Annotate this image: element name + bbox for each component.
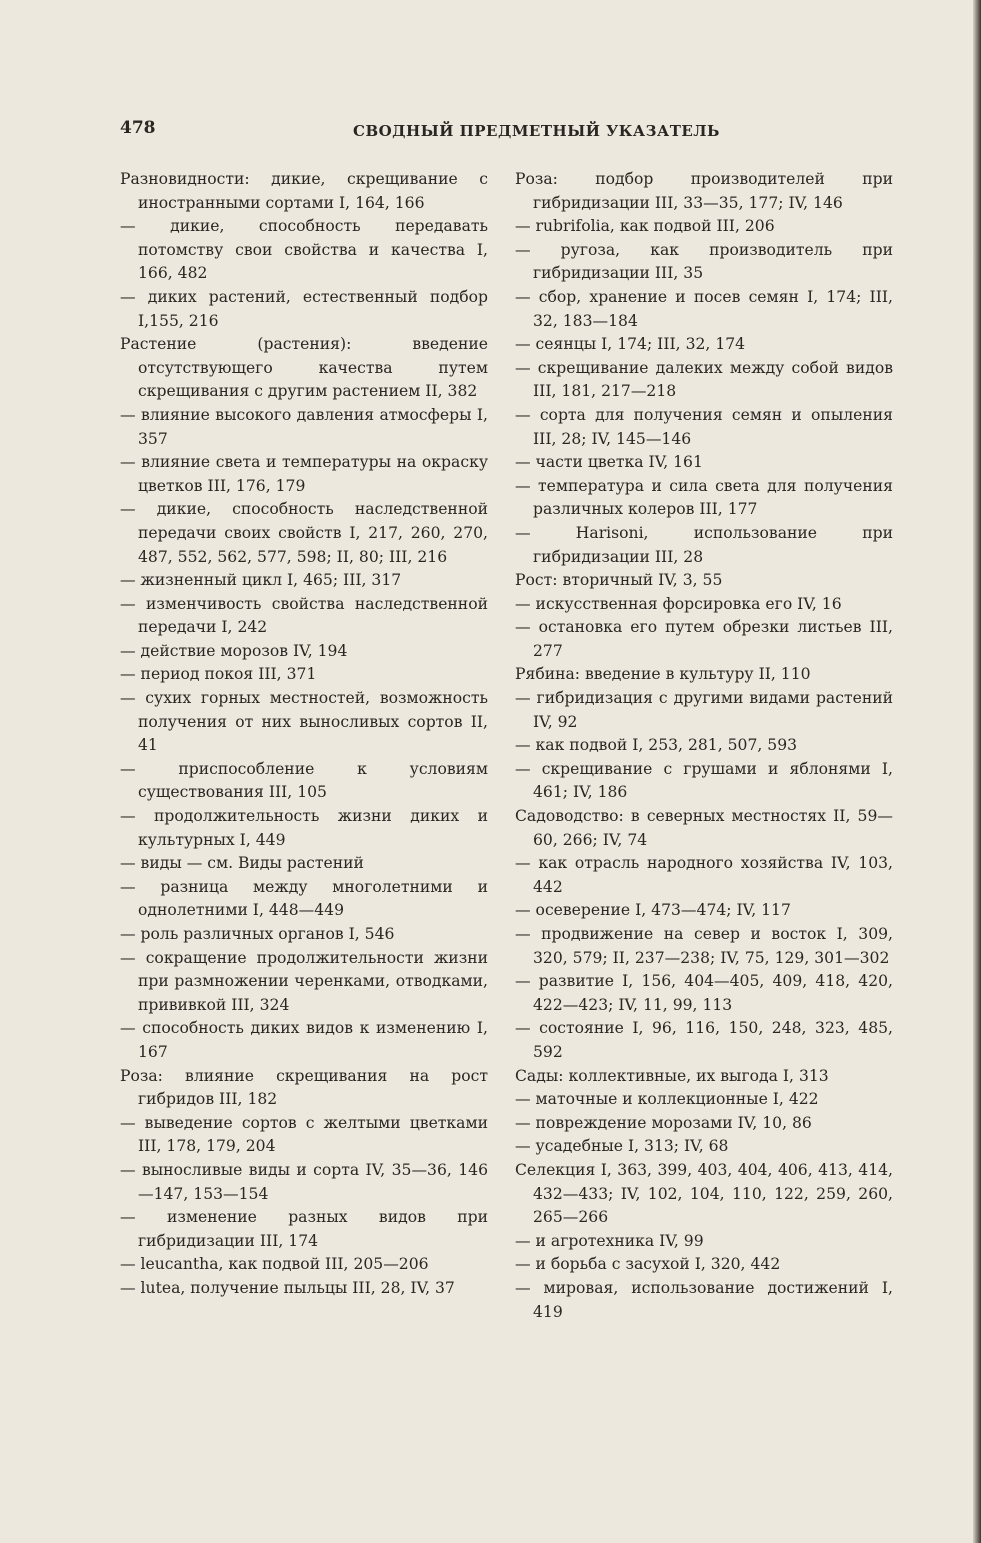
index-subentry: — гибридизация с другими видами растений IV, 92 bbox=[515, 689, 893, 731]
index-subentry: — искусственная форсировка его IV, 16 bbox=[515, 594, 842, 613]
index-subentry: — действие морозов IV, 194 bbox=[120, 641, 348, 660]
index-entry: Роза: подбор производителей при гибридизации III, 33—35, 177; IV, 146 bbox=[515, 170, 893, 212]
index-subentry: — части цветка IV, 161 bbox=[515, 453, 703, 472]
index-subentry: — продолжительность жизни диких и культурных I, 449 bbox=[120, 807, 488, 849]
index-subentry: — состояние I, 96, 116, 150, 248, 323, 485, 592 bbox=[515, 1019, 893, 1061]
index-subentry: — сухих горных местностей, возможность получения от них выносливых сортов II, 41 bbox=[120, 689, 488, 755]
index-subentry: — изменение разных видов при гибридизации III, 174 bbox=[120, 1208, 488, 1250]
index-entry: Селекция I, 363, 399, 403, 404, 406, 413, 414, 432—433; IV, 102, 104, 110, 122, 259, 260, 265—266 bbox=[515, 1160, 893, 1227]
index-entry: Рост: вторичный IV, 3, 55 bbox=[515, 571, 723, 590]
index-subentry: — влияние света и температуры на окраску цветков III, 176, 179 bbox=[120, 453, 488, 495]
index-subentry: — Harisoni, использование при гибридизации III, 28 bbox=[515, 523, 893, 566]
index-subentry: — продвижение на север и восток I, 309, 320, 579; II, 237—238; IV, 75, 129, 301—302 bbox=[515, 925, 893, 967]
index-entry: Роза: влияние скрещивания на рост гибридов III, 182 bbox=[120, 1066, 488, 1109]
index-subentry: — сбор, хранение и посев семян I, 174; III, 32, 183—184 bbox=[515, 287, 893, 330]
index-subentry: — мировая, использование достижений I, 419 bbox=[515, 1278, 893, 1321]
index-subentry: — жизненный цикл I, 465; III, 317 bbox=[120, 571, 402, 590]
index-subentry: — и агротехника IV, 99 bbox=[515, 1231, 704, 1250]
index-subentry: — выведение сортов с желтыми цветками III, 178, 179, 204 bbox=[120, 1113, 488, 1156]
index-subentry: — период покоя III, 371 bbox=[120, 665, 317, 684]
index-subentry: — сорта для получения семян и опыления III, 28; IV, 145—146 bbox=[515, 405, 893, 448]
index-subentry: — диких растений, естественный подбор I,155, 216 bbox=[120, 287, 488, 330]
index-subentry: — разница между многолетними и однолетними I, 448—449 bbox=[120, 877, 488, 920]
index-entry: Рябина: введение в культуру II, 110 bbox=[515, 665, 811, 684]
index-subentry: — виды — см. Виды растений bbox=[120, 854, 364, 873]
index-subentry: — дикие, способность передавать потомству свои свойства и качества I, 166, 482 bbox=[120, 217, 488, 283]
index-entry: Садоводство: в северных местностях II, 59—60, 266; IV, 74 bbox=[515, 807, 893, 849]
index-subentry: — скрещивание далеких между собой видов III, 181, 217—218 bbox=[515, 358, 893, 401]
index-subentry: — развитие I, 156, 404—405, 409, 418, 420, 422—423; IV, 11, 99, 113 bbox=[515, 972, 893, 1014]
index-subentry: — как подвой I, 253, 281, 507, 593 bbox=[515, 736, 798, 755]
index-subentry: — дикие, способность наследственной передачи своих свойств I, 217, 260, 270, 487, 552, 562, 577, 598; II, 80; III, 216 bbox=[120, 500, 488, 566]
index-subentry: — температура и сила света для получения различных колеров III, 177 bbox=[515, 476, 893, 519]
index-subentry: — остановка его путем обрезки листьев III, 277 bbox=[515, 618, 893, 660]
index-column-left bbox=[120, 168, 488, 1301]
index-subentry: — и борьба с засухой I, 320, 442 bbox=[515, 1255, 781, 1274]
index-subentry: — сокращение продолжительности жизни при размножении черенками, отводками, прививкой III, 324 bbox=[120, 948, 488, 1014]
index-subentry: — как отрасль народного хозяйства IV, 103, 442 bbox=[515, 854, 893, 896]
index-subentry: — скрещивание с грушами и яблонями I, 461; IV, 186 bbox=[515, 759, 893, 802]
index-subentry: — способность диких видов к изменению I, 167 bbox=[120, 1019, 488, 1061]
index-subentry: — роль различных органов I, 546 bbox=[120, 925, 395, 943]
index-subentry: — сеянцы I, 174; III, 32, 174 bbox=[515, 335, 746, 354]
running-title: СВОДНЫЙ ПРЕДМЕТНЫЙ УКАЗАТЕЛЬ bbox=[353, 122, 720, 140]
page-header bbox=[120, 118, 890, 146]
page-edge bbox=[973, 0, 981, 1543]
index-subentry: — маточные и коллекционные I, 422 bbox=[515, 1090, 819, 1109]
index-entry: Растение (растения): введение отсутствующего качества путем скрещивания с другим растением II, 382 bbox=[120, 335, 488, 401]
index-subentry: — влияние высокого давления атмосферы I, 357 bbox=[120, 405, 488, 448]
index-subentry: — ругоза, как производитель при гибридизации III, 35 bbox=[515, 240, 893, 283]
index-subentry: — осеверение I, 473—474; IV, 117 bbox=[515, 901, 791, 920]
page-number: 478 bbox=[120, 118, 156, 138]
index-subentry: — rubrifolia, как подвой III, 206 bbox=[515, 217, 775, 236]
index-subentry: — усадебные I, 313; IV, 68 bbox=[515, 1137, 729, 1156]
index-subentry: — leucantha, как подвой III, 205—206 bbox=[120, 1255, 429, 1274]
index-subentry: — изменчивость свойства наследственной передачи I, 242 bbox=[120, 594, 488, 637]
index-subentry: — lutea, получение пыльцы III, 28, IV, 37 bbox=[120, 1278, 455, 1297]
index-subentry: — выносливые виды и сорта IV, 35—36, 146—147, 153—154 bbox=[120, 1160, 488, 1203]
index-column-right bbox=[515, 168, 893, 1324]
index-entry: Сады: коллективные, их выгода I, 313 bbox=[515, 1066, 829, 1085]
index-subentry: — приспособление к условиям существования III, 105 bbox=[120, 759, 488, 802]
index-entry: Разновидности: дикие, скрещивание с иностранными сортами I, 164, 166 bbox=[120, 170, 488, 212]
index-subentry: — повреждение морозами IV, 10, 86 bbox=[515, 1113, 812, 1132]
